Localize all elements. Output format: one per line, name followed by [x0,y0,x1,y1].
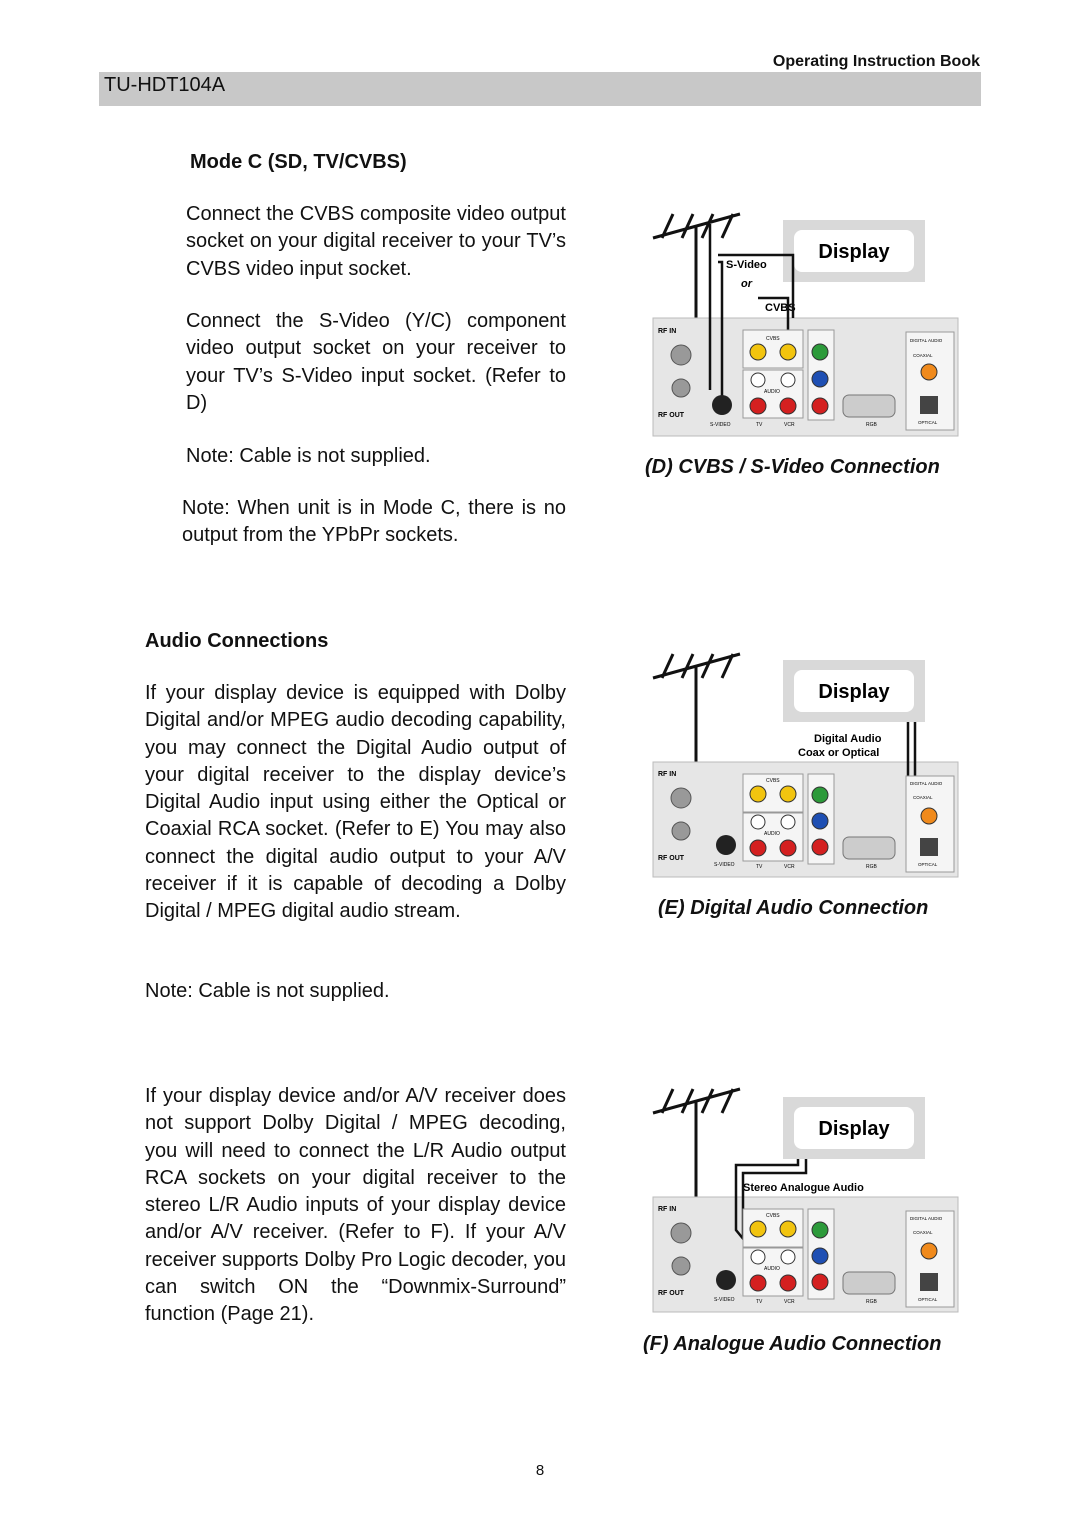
mode-c-paragraph-2: Connect the S-Video (Y/C) component video output socket on your receiver to your TV’s S-Video input socket. (Refer to D) [186,310,566,414]
svg-text:RF OUT: RF OUT [658,1290,685,1297]
display-label: Display [818,241,890,263]
svideo-label: S-Video [726,259,767,271]
svg-text:RF IN: RF IN [658,771,677,778]
mode-c-heading: Mode C (SD, TV/CVBS) [190,151,407,173]
svg-text:OPTICAL: OPTICAL [918,420,938,425]
svg-text:CVBS: CVBS [766,336,780,342]
rf-in-label: RF IN [658,328,677,335]
diagram-f-analogue-audio [648,1085,963,1315]
digital-audio-label: Digital Audio [814,733,882,745]
or-label: or [741,278,752,290]
display-label: Display [818,1118,890,1140]
svg-text:OPTICAL: OPTICAL [918,862,938,867]
svg-text:RGB: RGB [866,422,877,428]
svg-text:DIGITAL AUDIO: DIGITAL AUDIO [910,1216,943,1221]
mode-c-note-ypbpr: Note: When unit is in Mode C, there is no output from the YPbPr sockets. [182,497,566,547]
audio-heading: Audio Connections [145,630,329,652]
svg-text:S-VIDEO: S-VIDEO [714,862,735,868]
svg-text:S-VIDEO: S-VIDEO [710,422,731,428]
model-number: TU-HDT104A [104,74,226,96]
svg-text:RGB: RGB [866,1299,877,1305]
svg-text:VCR: VCR [784,864,795,870]
diagram-d-cvbs-svideo [648,210,963,440]
caption-f: (F) Analogue Audio Connection [643,1333,942,1355]
svg-text:COAXIAL: COAXIAL [913,1230,933,1235]
audio-note-cable: Note: Cable is not supplied. [145,980,390,1002]
svg-text:TV: TV [756,864,763,870]
svg-text:COAXIAL: COAXIAL [913,353,933,358]
audio-paragraph-2: If your display device and/or A/V receiver does not support Dolby Digital / MPEG decoding, you will need to connect the L/R Audio output RCA sockets on your digital receiver to the stereo L/R Audio inputs of your display device and/or A/V receiver. (Refer to F). If your A/V receiver supports Dolby Pro Logic decoder, you can switch ON the “Downmix-Surround” function (Page 21). [145,1085,566,1326]
svg-text:TV: TV [756,1299,763,1305]
svg-text:RF OUT: RF OUT [658,855,685,862]
svg-text:RGB: RGB [866,864,877,870]
mode-c-note-cable: Note: Cable is not supplied. [186,445,431,467]
cvbs-label: CVBS [765,302,796,314]
svg-text:TV: TV [756,422,763,428]
svg-text:COAXIAL: COAXIAL [913,795,933,800]
svg-text:OPTICAL: OPTICAL [918,1297,938,1302]
coax-optical-label: Coax or Optical [798,747,880,759]
svg-text:CVBS: CVBS [766,778,780,784]
svg-text:S-VIDEO: S-VIDEO [714,1297,735,1303]
header-bar [99,72,981,106]
svg-text:AUDIO: AUDIO [764,831,780,837]
display-label: Display [818,681,890,703]
svg-text:DIGITAL AUDIO: DIGITAL AUDIO [910,338,943,343]
svg-text:VCR: VCR [784,422,795,428]
svg-text:CVBS: CVBS [766,1213,780,1219]
book-title: Operating Instruction Book [772,53,980,70]
audio-paragraph-1: If your display device is equipped with Dolby Digital and/or MPEG audio decoding capability, you may connect the Digital Audio output of your digital receiver to the display device’s Digital Audio input using either the Optical or Coaxial RCA socket. (Refer to E) You may also connect the digital audio output to your A/V receiver if it is capable of decoding a Dolby Digital / MPEG digital audio stream. [145,682,566,923]
caption-e: (E) Digital Audio Connection [658,897,929,919]
caption-d: (D) CVBS / S-Video Connection [645,456,940,478]
stereo-analogue-label: Stereo Analogue Audio [743,1182,864,1194]
diagram-e-digital-audio [648,650,963,880]
mode-c-paragraph-1: Connect the CVBS composite video output socket on your digital receiver to your TV’s CVBS video input socket. [186,203,566,280]
svg-text:AUDIO: AUDIO [764,389,780,395]
svg-text:VCR: VCR [784,1299,795,1305]
svg-text:AUDIO: AUDIO [764,1266,780,1272]
svg-text:RF IN: RF IN [658,1206,677,1213]
page-number: 8 [535,1462,545,1479]
rf-out-label: RF OUT [658,412,685,419]
svg-text:DIGITAL AUDIO: DIGITAL AUDIO [910,781,943,786]
